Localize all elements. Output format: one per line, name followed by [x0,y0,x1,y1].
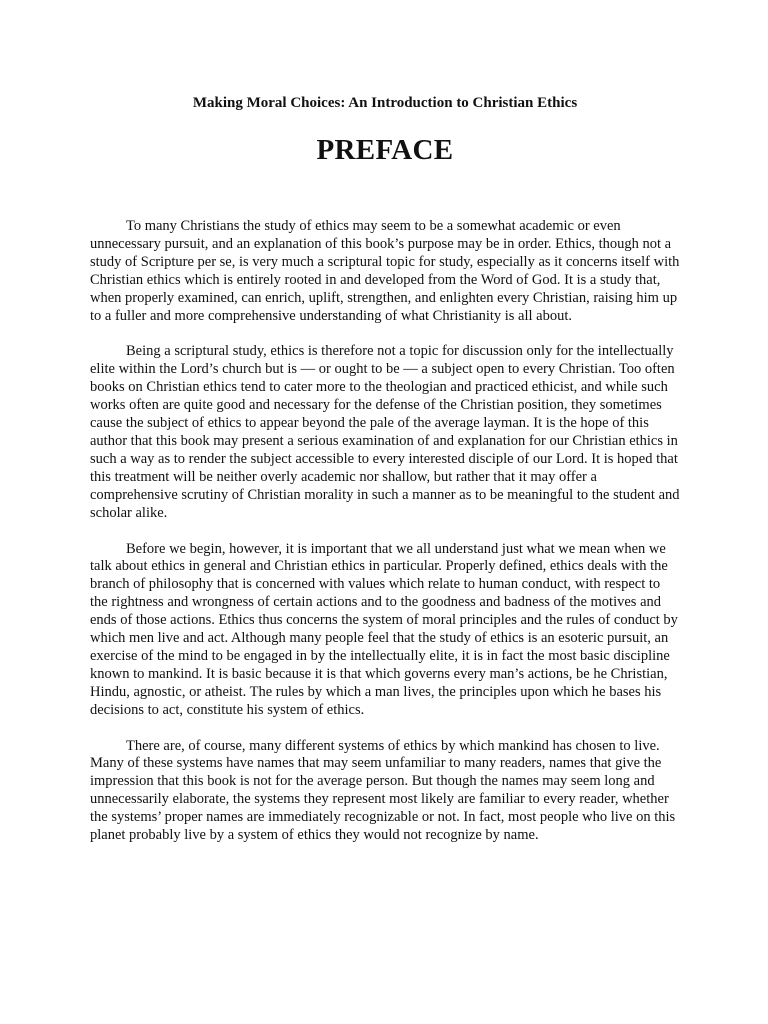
book-title: Making Moral Choices: An Introduction to Christian Ethics [192,95,578,111]
chapter-title: PREFACE [316,134,454,166]
paragraph-2: Being a scriptural study, ethics is therefore not a topic for discussion only for the intellectually elite within the Lord’s church but is — or ought to be — a subject open to every Christian. Too often books on Christian ethics tend to cater more to the theologian and practiced ethicist, and while such works often are quite good and necessary for the defense of the Christian position, they sometimes cause the subject of ethics to appear beyond the pale of the average layman. It is the hope of this author that this book may present a serious examination of and explanation for our Christian ethics in such a way as to render the subject accessible to every interested disciple of our Lord. It is hoped that this treatment will be neither overly academic nor shallow, but rather that it may offer a comprehensive scrutiny of Christian morality in such a manner as to be meaningful to the student and scholar alike. [90,343,680,521]
paragraph-3: Before we begin, however, it is important that we all understand just what we mean when we talk about ethics in general and Christian ethics in particular. Properly defined, ethics deals with the branch of philosophy that is concerned with values which relate to human conduct, with respect to the rightness and wrongness of certain actions and to the goodness and badness of the motives and ends of those actions. Ethics thus concerns the system of moral principles and the rules of conduct by which men live and act. Although many people feel that the study of ethics is an esoteric pursuit, an exercise of the mind to be engaged in by the intellectually elite, it is in fact the most basic discipline known to mankind. It is basic because it is that which governs every man’s actions, be he Christian, Hindu, agnostic, or atheist. The rules by which a man lives, the principles upon which he bases his decisions to act, constitute his system of ethics. [90,540,678,718]
preface-body [90,218,680,863]
paragraph-4: There are, of course, many different systems of ethics by which mankind has chosen to live. Many of these systems have names that may seem unfamiliar to many readers, names that give the impression that this book is not for the average person. But though the names may seem long and unnecessarily elaborate, the systems they represent most likely are familiar to every reader, whether the systems’ proper names are immediately recognizable or not. In fact, most people who live on this planet probably live by a system of ethics they would not recognize by name. [90,737,676,844]
paragraph-1: To many Christians the study of ethics may seem to be a somewhat academic or even unnecessary pursuit, and an explanation of this book’s purpose may be in order. Ethics, though not a study of Scripture per se, is very much a scriptural topic for study, especially as it concerns itself with Christian ethics which is entirely rooted in and developed from the Word of God. It is a study that, when properly examined, can enrich, uplift, strengthen, and enlighten every Christian, raising him up to a fuller and more comprehensive understanding of what Christianity is all about. [90,218,680,324]
